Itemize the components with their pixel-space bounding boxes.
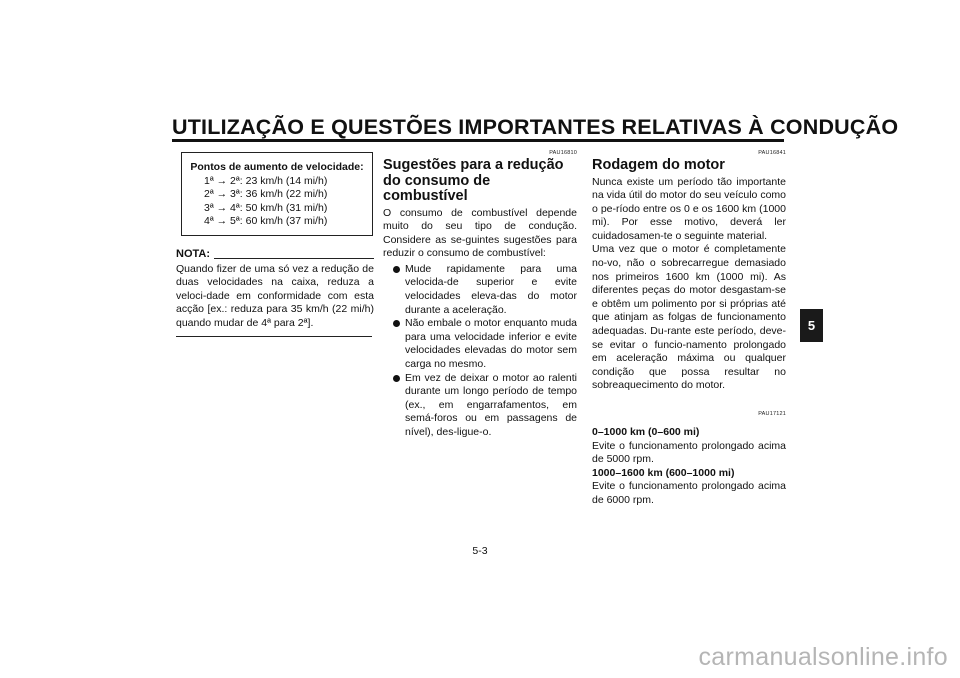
- page-number: 5-3: [472, 545, 488, 557]
- column-middle: [383, 150, 577, 440]
- fuel-tips-list: [383, 263, 577, 440]
- note-header: [176, 248, 374, 262]
- shift-point-item: 1ª → 2ª: 23 km/h (14 mi/h): [204, 174, 328, 187]
- chapter-tab: 5: [800, 309, 823, 342]
- note-rule: [214, 258, 374, 259]
- shift-point-item: 4ª → 5ª: 60 km/h (37 mi/h): [204, 215, 328, 228]
- list-item: [383, 263, 577, 317]
- page-header-title: UTILIZAÇÃO E QUESTÕES IMPORTANTES RELATIVAS À CONDUÇÃO: [172, 115, 899, 139]
- section-code: PAU16841: [758, 150, 786, 156]
- list-item: [383, 372, 577, 440]
- range-text: Evite o funcionamento prolongado acima de 5000 rpm.: [592, 439, 786, 466]
- shift-points-title: Pontos de aumento de velocidade:: [190, 161, 364, 173]
- bullet-icon: [393, 375, 400, 382]
- shift-points-list: [190, 175, 364, 229]
- section-code: PAU16810: [549, 150, 577, 156]
- header-rule: [172, 139, 784, 142]
- column-right: [592, 150, 786, 508]
- range-text: Evite o funcionamento prolongado acima de 6000 rpm.: [592, 480, 786, 506]
- note-end-rule: [176, 336, 372, 337]
- bullet-icon: [393, 266, 400, 273]
- column-left: [176, 150, 374, 337]
- list-item: [383, 317, 577, 371]
- note-block: [176, 248, 374, 337]
- range-heading: 1000–1600 km (600–1000 mi): [592, 466, 735, 479]
- note-text: Quando fizer de uma só vez a redução de duas velocidades na caixa, reduza a veloci-dade em conformidade com esta acção [ex.: reduza para 35 km/h (22 mi/h) quando mudar de 4ª para 2ª].: [176, 262, 374, 329]
- watermark: carmanualsonline.info: [698, 643, 948, 671]
- shift-points-box: [181, 152, 373, 236]
- list-item-text: Mude rapidamente para uma velocida-de superior e evite velocidades eleva-das do motor durante a aceleração.: [405, 262, 577, 316]
- section-code: PAU17121: [758, 411, 786, 417]
- breakin-paragraph-1: Nunca existe um período tão importante na vida útil do motor do seu veículo como o pe-ríodo entre os 0 e os 1600 km (1000 mi). Por esse motivo, deverá ler cuidadosamen-te o seguinte material.: [592, 175, 786, 242]
- list-item-text: Em vez de deixar o motor ao ralenti durante um longo período de tempo (ex., em engarrafamentos, em semá-foros ou em passagens de nível), des-ligue-o.: [405, 371, 577, 438]
- range-heading: 0–1000 km (0–600 mi): [592, 426, 700, 438]
- note-label: NOTA:: [176, 247, 211, 260]
- fuel-intro: O consumo de combustível depende muito do seu tipo de condução. Considere as se-guintes sugestões para reduzir o consumo de combustível:: [383, 206, 577, 260]
- breakin-paragraph-2: Uma vez que o motor é completamente no-vo, não o sobrecarregue demasiado nos primeiros 1600 km (1000 mi). As diferentes peças do motor desgastam-se e obtêm um polimento por si próprias até que atinjam as folgas de funcionamento adequadas. Du-rante este período, deve-se evitar o funcio-namento prolongado em aceleração máxima ou qualquer condição que possa resultar no sobreaquecimento do motor.: [592, 243, 786, 392]
- shift-point-item: 2ª → 3ª: 36 km/h (22 mi/h): [204, 188, 328, 201]
- section-title-breakin: Rodagem do motor: [592, 157, 725, 173]
- list-item-text: Não embale o motor enquanto muda para uma velocidade inferior e evite velocidades elevadas do motor sem carga no mesmo.: [405, 317, 577, 371]
- shift-point-item: 3ª → 4ª: 50 km/h (31 mi/h): [204, 201, 328, 214]
- bullet-icon: [393, 320, 400, 327]
- section-title-fuel: Sugestões para a redução do consumo de combustível: [383, 157, 564, 204]
